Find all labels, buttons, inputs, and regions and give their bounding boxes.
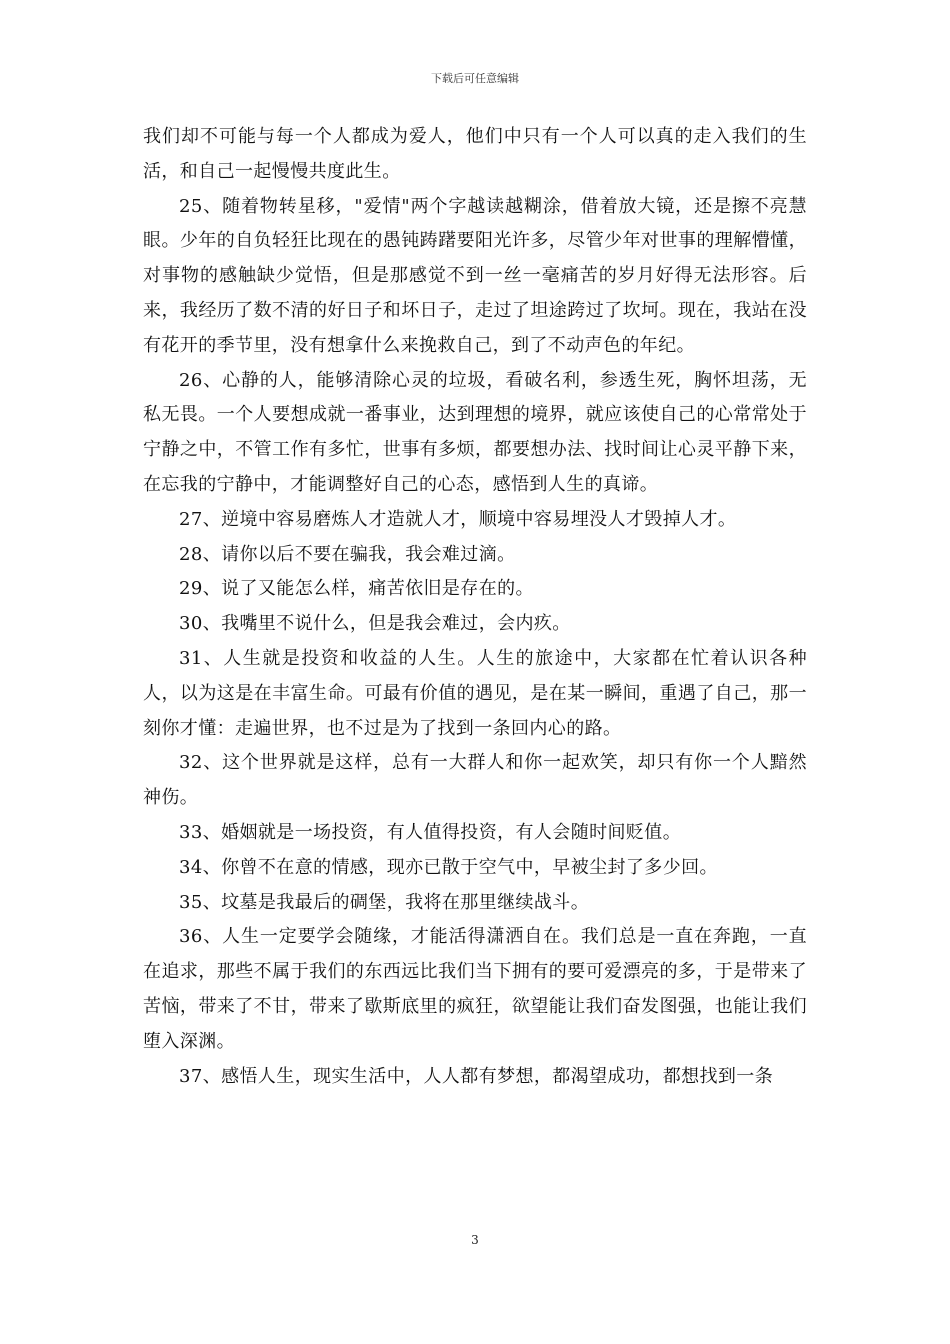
page-header: 下载后可任意编辑 — [431, 72, 519, 85]
paragraph-continuation: 我们却不可能与每一个人都成为爱人，他们中只有一个人可以真的走入我们的生活，和自己一起慢慢共度此生。 — [143, 126, 807, 182]
paragraph-37: 37、感悟人生，现实生活中，人人都有梦想，都渴望成功，都想找到一条 — [179, 1065, 774, 1087]
paragraph-28: 28、请你以后不要在骗我，我会难过滴。 — [179, 543, 516, 565]
paragraph-36: 36、人生一定要学会随缘，才能活得潇洒自在。我们总是一直在奔跑，一直在追求，那些不属于我们的东西远比我们当下拥有的要可爱漂亮的多，于是带来了苦恼，带来了不甘，带来了歇斯底里的疯狂，欲望能让我们奋发图强，也能让我们堕入深渊。 — [143, 926, 807, 1052]
paragraph-30: 30、我嘴里不说什么，但是我会难过，会内疚。 — [179, 613, 571, 635]
paragraph-25: 25、随着物转星移，"爱情"两个字越读越糊涂，借着放大镜，还是擦不亮慧眼。少年的自负轻狂比现在的愚钝踌躇要阳光许多，尽管少年对世事的理解懵懂，对事物的感触缺少觉悟，但是那感觉不到一丝一毫痛苦的岁月好得无法形容。后来，我经历了数不清的好日子和坏日子，走过了坦途跨过了坎坷。现在，我站在没有花开的季节里，没有想拿什么来挽救自己，到了不动声色的年纪。 — [143, 195, 807, 356]
paragraph-27: 27、逆境中容易磨炼人才造就人才，顺境中容易埋没人才毁掉人才。 — [179, 508, 737, 530]
paragraph-33: 33、婚姻就是一场投资，有人值得投资，有人会随时间贬值。 — [179, 821, 682, 843]
document-body — [143, 120, 807, 1094]
paragraph-32: 32、这个世界就是这样，总有一大群人和你一起欢笑，却只有你一个人黯然神伤。 — [143, 752, 807, 809]
paragraph-31: 31、人生就是投资和收益的人生。人生的旅途中，大家都在忙着认识各种人，以为这是在丰富生命。可最有价值的遇见，是在某一瞬间，重遇了自己，那一刻你才懂：走遍世界，也不过是为了找到一条回内心的路。 — [143, 647, 807, 739]
paragraph-34: 34、你曾不在意的情感，现亦已散于空气中，早被尘封了多少回。 — [179, 856, 718, 878]
paragraph-35: 35、坟墓是我最后的碉堡，我将在那里继续战斗。 — [179, 891, 590, 913]
paragraph-29: 29、说了又能怎么样，痛苦依旧是存在的。 — [179, 578, 534, 600]
paragraph-26: 26、心静的人，能够清除心灵的垃圾，看破名利，参透生死，胸怀坦荡，无私无畏。一个人要想成就一番事业，达到理想的境界，就应该使自己的心常常处于宁静之中，不管工作有多忙，世事有多烦，都要想办法、找时间让心灵平静下来，在忘我的宁静中，才能调整好自己的心态，感悟到人生的真谛。 — [143, 369, 807, 495]
page-number: 3 — [471, 1233, 479, 1247]
